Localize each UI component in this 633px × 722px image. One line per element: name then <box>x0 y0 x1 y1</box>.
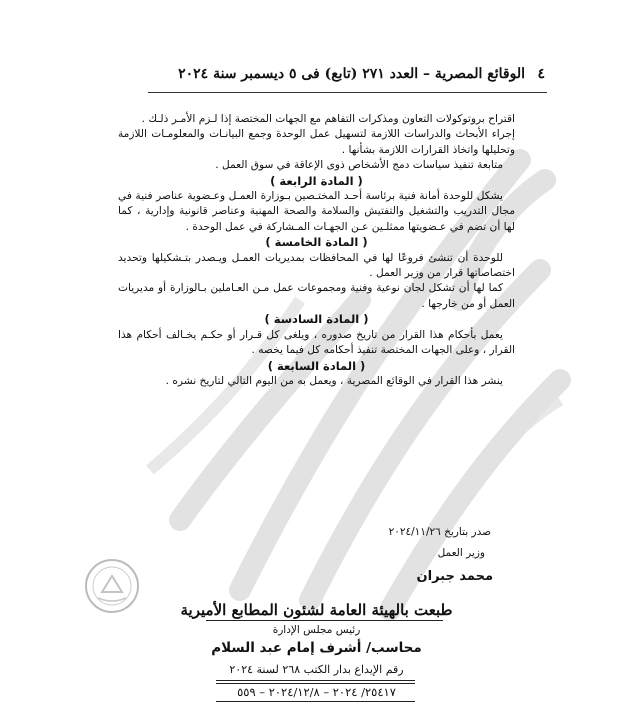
paragraph: يعمل بأحكام هذا القرار من تاريخ صدوره ، ويلغى كل قـرار أو حكـم يخـالف أحكام هذا القرار ، وعلى الجهات المختصة تنفيذ أحكامه كل فيما يخصه . <box>118 328 515 357</box>
article-5-heading: ( المادة الخامسة ) <box>265 235 368 250</box>
paragraph: ينشر هذا القرار في الوقائع المصرية ، ويعمل به من اليوم التالي لتاريخ نشره . <box>165 374 503 387</box>
page-header <box>148 66 545 82</box>
paragraph: متابعة تنفيذ سياسات دمج الأشخاص ذوى الإعاقة في سوق العمل . <box>215 159 503 172</box>
printing-authority-seal-icon <box>84 558 140 614</box>
paragraph: كما لها أن تشكل لجان نوعية وفنية ومجموعات عمل مـن العـاملين بـالوزارة أو مديريات العمل أو من خارجها . <box>118 282 515 310</box>
print-codes: ٢٥٤١٧/ ٢٠٢٤ – ٢٠٢٤/١٢/٨ – ٥٥٩ <box>237 685 396 699</box>
page-number: ٤ <box>537 66 545 82</box>
printer-credit: طبعت بالهيئة العامة لشئون المطابع الأميرية <box>180 601 453 619</box>
footer-divider <box>216 701 415 702</box>
board-chairman-label: رئيس مجلس الإدارة <box>272 624 361 636</box>
paragraph: للوحدة أن تنشئ فروعًا لها في المحافظات بمديريات العمـل ويـصدر بتـشكيلها وتحديد اختصاصاتها قرار من وزير العمل . <box>118 251 515 280</box>
printer-underline <box>206 620 443 621</box>
deposit-number: رقم الإيداع بدار الكتب ٢٦٨ لسنة ٢٠٢٤ <box>229 663 404 676</box>
minister-title: وزير العمل <box>437 547 485 559</box>
article-4-heading: ( المادة الرابعة ) <box>270 173 363 188</box>
decree-body <box>118 112 515 389</box>
minister-name: محمد جبران <box>416 569 493 584</box>
footer-divider <box>216 680 415 681</box>
header-title: الوقائع المصرية – العدد ٢٧١ (تابع) فى ٥ ديسمبر سنة ٢٠٢٤ <box>178 66 525 82</box>
paragraph: إجراء الأبحاث والدراسات اللازمة لتسهيل عمل الوحدة وجمع البيانـات والمعلومـات اللازمة وتحليلها واتخاذ القرارات اللازمة بشأنها . <box>118 128 515 156</box>
footer-divider <box>216 683 415 684</box>
issue-date: صدر بتاريخ ٢٠٢٤/١١/٢٦ <box>388 526 491 538</box>
paragraph: يشكل للوحدة أمانة فنية برئاسة أحـد المختـصين بـوزارة العمـل وعـضوية عناصر فنية في مجال التدريب والتشغيل والتفتيش والسلامة والصحة المهنية وعناصر قانونية وإدارية ، كما لها أن تضم في عـضويتها ممثلـين عـن الجهـات المـشاركة في عمل الوحدة . <box>118 190 515 233</box>
article-7-heading: ( المادة السابعة ) <box>267 358 366 373</box>
paragraph: اقتراح بروتوكولات التعاون ومذكرات التفاهم مع الجهات المختصة إذا لـزم الأمـر ذلـك . <box>141 113 515 125</box>
header-divider <box>148 92 547 93</box>
chairman-name: محاسب/ أشرف إمام عبد السلام <box>211 640 422 656</box>
article-6-heading: ( المادة السادسة ) <box>264 312 369 327</box>
